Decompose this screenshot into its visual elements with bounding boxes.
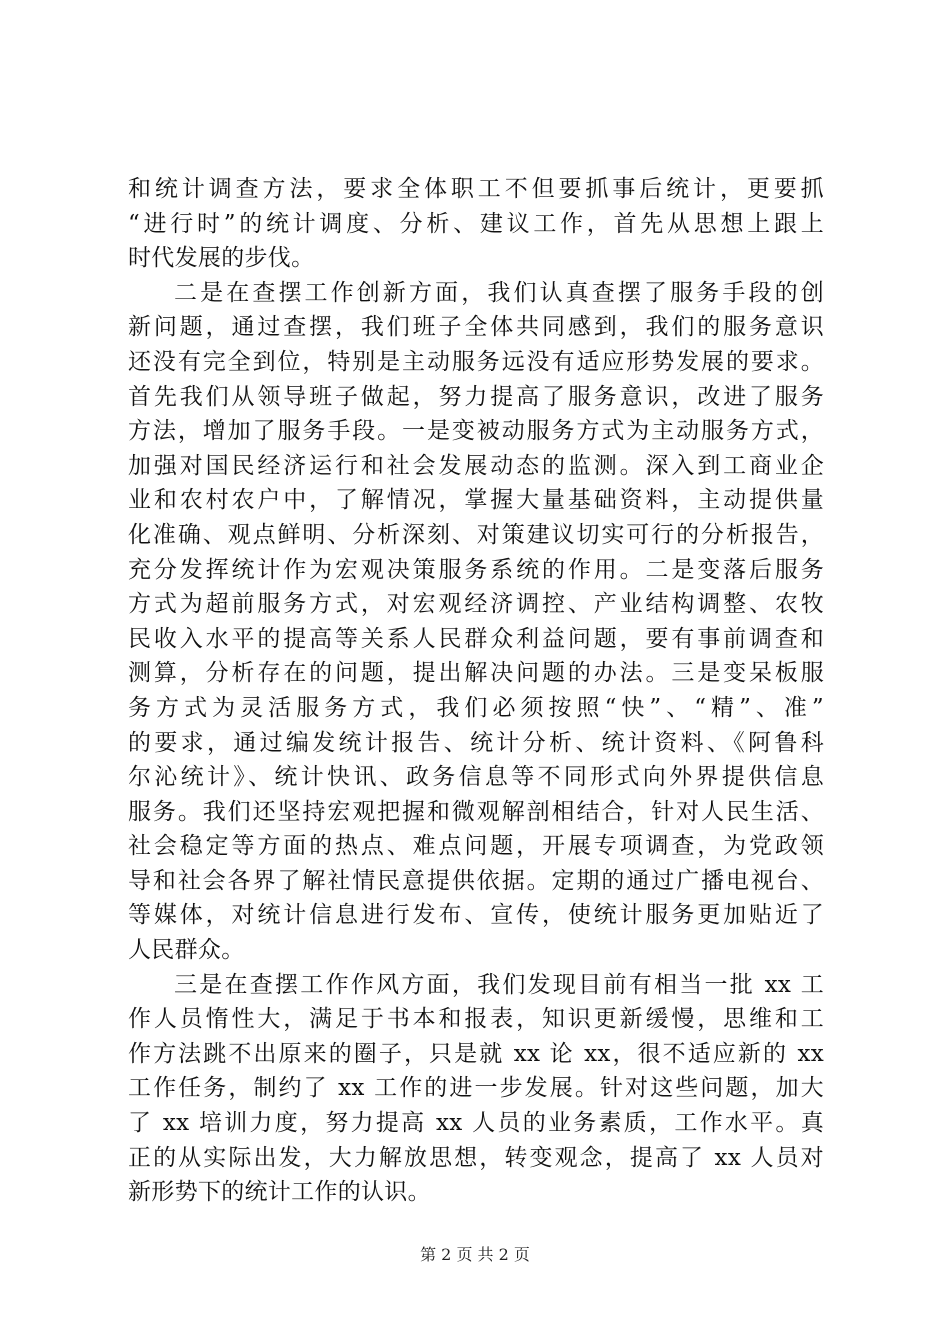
text-line: 人民群众。 bbox=[128, 937, 245, 964]
text-line: 社会稳定等方面的热点、难点问题，开展专项调查，为党政领 bbox=[128, 833, 824, 860]
text-line: 导和社会各界了解社情民意提供依据。定期的通过广播电视台、 bbox=[128, 867, 824, 894]
text-line: 化准确、观点鲜明、分析深刻、对策建议切实可行的分析报告， bbox=[128, 521, 824, 548]
text-line: 了 xx 培训力度，努力提高 xx 人员的业务素质，工作水平。真 bbox=[128, 1110, 824, 1137]
text-line: 首先我们从领导班子做起，努力提高了服务意识，改进了服务 bbox=[128, 383, 824, 410]
text-line: 尔沁统计》、统计快讯、政务信息等不同形式向外界提供信息 bbox=[128, 764, 824, 791]
text-line: 务方式为灵活服务方式，我们必须按照“快”、“精”、准” bbox=[128, 694, 824, 721]
text-line: 的要求，通过编发统计报告、统计分析、统计资料、《阿鲁科 bbox=[128, 729, 824, 756]
page-number-label: 第 2 页 共 2 页 bbox=[420, 1245, 530, 1264]
text-line: 充分发挥统计作为宏观决策服务系统的作用。二是变落后服务 bbox=[128, 556, 824, 583]
text-line: 服务。我们还坚持宏观把握和微观解剖相结合，针对人民生活、 bbox=[128, 798, 824, 825]
text-line: 时代发展的步伐。 bbox=[128, 245, 315, 272]
text-line: 还没有完全到位，特别是主动服务远没有适应形势发展的要求。 bbox=[128, 348, 824, 375]
paragraph-first-line: 二是在查摆工作创新方面，我们认真查摆了服务手段的创 bbox=[174, 279, 824, 306]
text-line: 正的从实际出发，大力解放思想，转变观念，提高了 xx 人员对 bbox=[128, 1144, 824, 1171]
text-line: 作方法跳不出原来的圈子，只是就 xx 论 xx，很不适应新的 xx bbox=[128, 1040, 824, 1067]
text-line: 业和农村农户中，了解情况，掌握大量基础资料，主动提供量 bbox=[128, 487, 824, 514]
text-line: 和统计调查方法，要求全体职工不但要抓事后统计，更要抓 bbox=[128, 176, 824, 202]
text-line: 加强对国民经济运行和社会发展动态的监测。深入到工商业企 bbox=[128, 452, 824, 479]
text-line: 民收入水平的提高等关系人民群众利益问题，要有事前调查和 bbox=[128, 625, 824, 652]
text-line: 新问题，通过查摆，我们班子全体共同感到，我们的服务意识 bbox=[128, 314, 824, 341]
text-line: 方法，增加了服务手段。一是变被动服务方式为主动服务方式， bbox=[128, 418, 824, 445]
page-footer bbox=[0, 1244, 950, 1266]
text-line: 测算，分析存在的问题，提出解决问题的办法。三是变呆板服 bbox=[128, 660, 824, 687]
text-line: 新形势下的统计工作的认识。 bbox=[128, 1179, 431, 1206]
text-line: 等媒体，对统计信息进行发布、宣传，使统计服务更加贴近了 bbox=[128, 902, 824, 929]
document-body bbox=[128, 172, 824, 1210]
text-line: 工作任务，制约了 xx 工作的进一步发展。针对这些问题，加大 bbox=[128, 1075, 824, 1102]
text-line: 方式为超前服务方式，对宏观经济调控、产业结构调整、农牧 bbox=[128, 591, 824, 618]
text-line: “进行时”的统计调度、分析、建议工作，首先从思想上跟上 bbox=[128, 210, 824, 237]
text-line: 作人员惰性大，满足于书本和报表，知识更新缓慢，思维和工 bbox=[128, 1006, 824, 1033]
paragraph-first-line: 三是在查摆工作作风方面，我们发现目前有相当一批 xx 工 bbox=[174, 971, 824, 998]
